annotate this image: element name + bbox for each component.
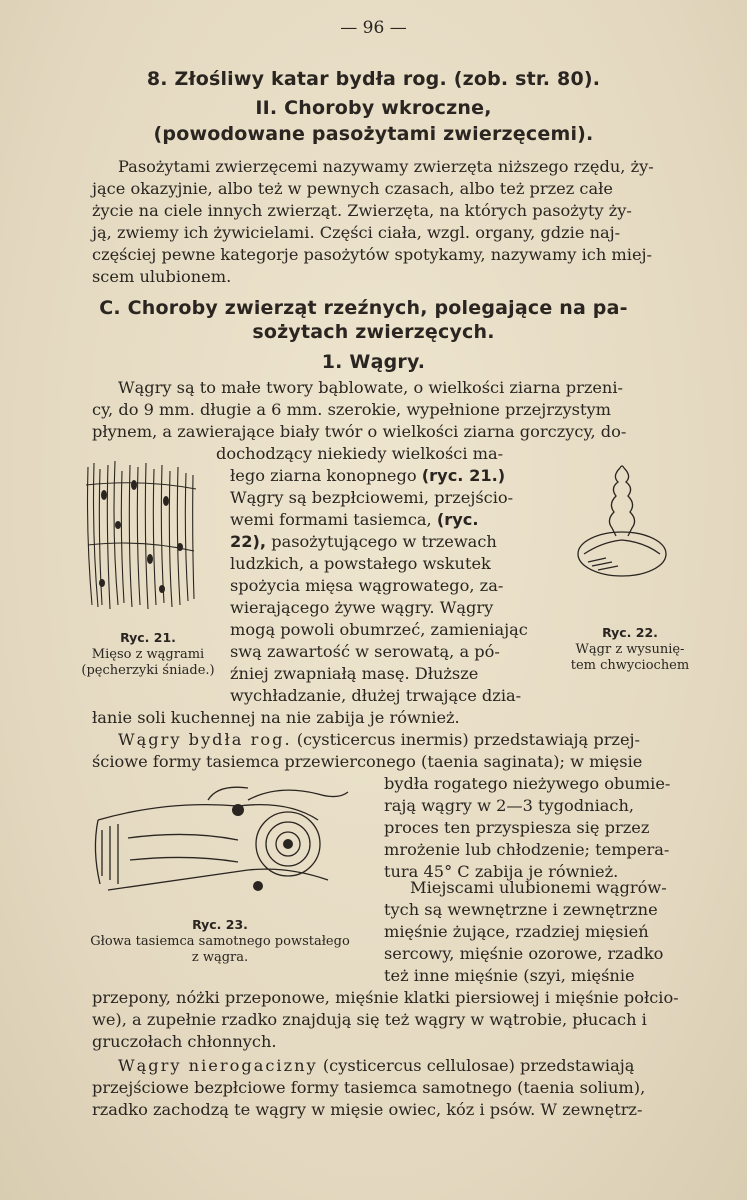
- text-line: płynem, a zawierające biały twór o wielkości ziarna gorczycy, do-: [92, 422, 627, 441]
- figure-23-label: Ryc. 23.: [192, 917, 248, 932]
- figure-22-label: Ryc. 22.: [602, 625, 658, 640]
- text-span: (cysticercus cellulosae) przedstawiają: [317, 1056, 635, 1075]
- text-span: wemi formami tasiemca,: [230, 510, 432, 529]
- figure-reference-21: (ryc. 21.): [421, 466, 506, 485]
- figure-reference-22: (ryc.: [436, 510, 479, 529]
- text-line: życie na ciele innych zwierząt. Zwierzęta, na których pasożyty ży-: [92, 201, 632, 220]
- text-span: łego ziarna konopnego: [230, 466, 417, 485]
- text-line: Pasożytami zwierzęcemi nazywamy zwierzęta niższego rzędu, ży-: [118, 157, 654, 176]
- figure-23-caption-line: z wągra.: [191, 950, 249, 965]
- text-line: ściowe formy tasiemca przewierconego (taenia saginata); w mięsie: [92, 752, 643, 771]
- text-span: (cysticercus inermis) przedstawiają przej-: [291, 730, 641, 749]
- page-number: — 96 —: [340, 18, 407, 38]
- text-line: gruczołach chłonnych.: [92, 1032, 277, 1051]
- text-line: rają wągry w 2—3 tygodniach,: [384, 796, 635, 815]
- text-line: scem ulubionem.: [92, 267, 232, 286]
- text-line: cy, do 9 mm. długie a 6 mm. szerokie, wypełnione przejrzystym: [92, 400, 611, 419]
- figure-reference-22-cont: 22),: [230, 532, 267, 551]
- text-span-spaced: Wągry nierogacizny: [118, 1056, 318, 1075]
- figure-22-cysticercus-illustration: [572, 462, 672, 587]
- text-line: mięśnie żujące, rzadziej mięsień: [384, 922, 649, 941]
- figure-21-caption-line: (pęcherzyki śniade.): [81, 663, 215, 678]
- figure-22-caption: [560, 625, 700, 674]
- figure-23-tapeworm-head-illustration: [88, 780, 373, 910]
- figure-22-caption-line: tem chwyciochem: [570, 658, 690, 673]
- figure-21-meat-illustration: [82, 455, 202, 620]
- text-line: swą zawartość w serowatą, a pó-: [230, 642, 500, 661]
- text-line: wierającego żywe wągry. Wągry: [230, 598, 494, 617]
- figure-23-caption-line: Głowa tasiemca samotnego powstałego: [90, 934, 350, 949]
- text-line: sercowy, mięśnie ozorowe, rzadko: [384, 944, 664, 963]
- text-line: [230, 532, 497, 552]
- text-line: [230, 466, 505, 486]
- text-line: proces ten przyspiesza się przez: [384, 818, 650, 837]
- heading-part-2-subtitle: (powodowane pasożytami zwierzęcemi).: [153, 123, 594, 145]
- text-line: źniej zwapniałą masę. Dłuższe: [230, 664, 479, 683]
- text-line: dochodzący niekiedy wielkości ma-: [216, 444, 504, 463]
- figure-21-caption-line: Mięso z wągrami: [91, 647, 205, 662]
- text-line: [118, 730, 640, 750]
- text-line: bydła rogatego nieżywego obumie-: [384, 774, 671, 793]
- text-line: też inne mięśnie (szyi, mięśnie: [384, 966, 635, 985]
- text-line: Miejscami ulubionemi wągrów-: [410, 878, 667, 897]
- heading-section-c-cont: sożytach zwierzęcych.: [252, 321, 495, 343]
- text-line: tura 45° C zabija je również.: [384, 862, 619, 881]
- text-line: rzadko zachodzą te wągry w mięsie owiec, kóz i psów. W zewnętrz-: [92, 1100, 643, 1119]
- figure-23-caption: [70, 917, 370, 966]
- heading-wagry: 1. Wągry.: [321, 351, 426, 373]
- text-line: ją, zwiemy ich żywicielami. Części ciała, wzgl. organy, gdzie naj-: [92, 223, 621, 242]
- heading-section-8: 8. Złośliwy katar bydła rog. (zob. str. 80).: [146, 68, 601, 90]
- text-line: ludzkich, a powstałego wskutek: [230, 554, 491, 573]
- heading-part-2: II. Choroby wkroczne,: [255, 97, 492, 119]
- text-line: [230, 510, 479, 530]
- text-line: łanie soli kuchennej na nie zabija je również.: [92, 708, 460, 727]
- text-line: we), a zupełnie rzadko znajdują się też wągry w wątrobie, płucach i: [92, 1010, 647, 1029]
- text-line: tych są wewnętrzne i zewnętrzne: [384, 900, 658, 919]
- text-line: mogą powoli obumrzeć, zamieniając: [230, 620, 528, 639]
- heading-section-c: C. Choroby zwierząt rzeźnych, polegające na pa-: [99, 297, 628, 319]
- figure-21-caption: [78, 630, 218, 679]
- text-line: wychładzanie, dłużej trwające dzia-: [230, 686, 522, 705]
- text-line: mrożenie lub chłodzenie; tempera-: [384, 840, 670, 859]
- figure-21-label: Ryc. 21.: [120, 630, 176, 645]
- text-line: przejściowe bezpłciowe formy tasiemca samotnego (taenia solium),: [92, 1078, 646, 1097]
- figure-22-caption-line: Wągr z wysunię-: [575, 642, 685, 657]
- text-line: częściej pewne kategorje pasożytów spotykamy, nazywamy ich miej-: [92, 245, 653, 264]
- text-line: spożycia mięsa wągrowatego, za-: [230, 576, 504, 595]
- text-span-spaced: Wągry bydła rog.: [118, 730, 292, 749]
- text-line: [118, 1056, 634, 1076]
- text-line: Wągry są bezpłciowemi, przejścio-: [230, 488, 514, 507]
- text-span: pasożytującego w trzewach: [271, 532, 497, 551]
- text-line: jące okazyjnie, albo też w pewnych czasach, albo też przez całe: [92, 179, 613, 198]
- text-line: Wągry są to małe twory bąblowate, o wielkości ziarna przeni-: [118, 378, 623, 397]
- text-line: przepony, nóżki przeponowe, mięśnie klatki piersiowej i mięśnie połcio-: [92, 988, 679, 1007]
